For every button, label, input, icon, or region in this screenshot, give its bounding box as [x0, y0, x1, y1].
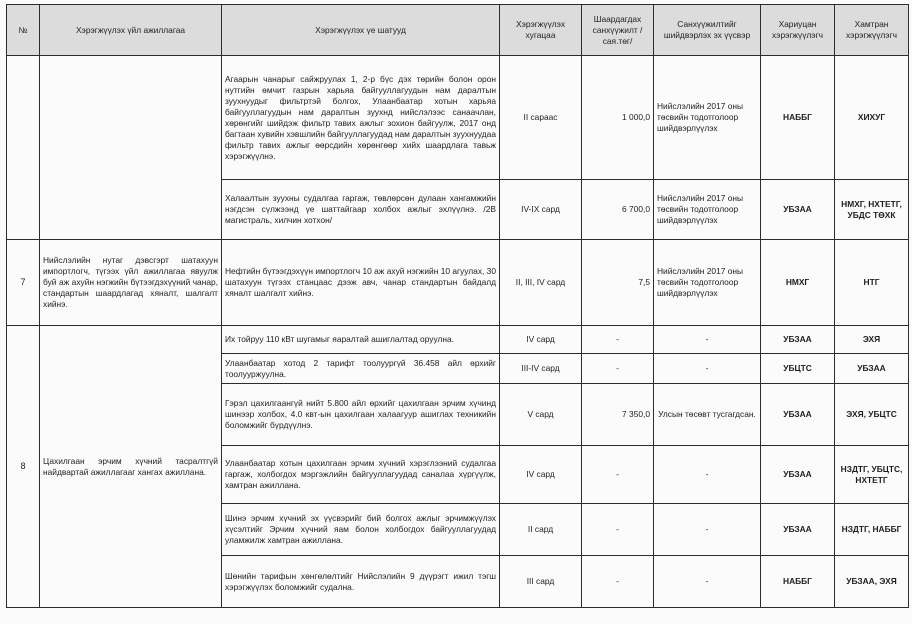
activity-cell [40, 56, 222, 240]
period-cell: III-IV сард [500, 354, 582, 384]
activity-cell: Цахилгаан эрчим хүчний тасралтгүй найдвартай ажиллагааг хангах ажиллана. [40, 326, 222, 608]
source-cell: Нийслэлийн 2017 оны төсвийн тодотголоор шийдвэрлүүлэх [654, 240, 761, 326]
period-cell: II, III, IV сард [500, 240, 582, 326]
table-row [7, 326, 909, 354]
responsible-cell: УБЦТС [761, 354, 835, 384]
stage-cell: Гэрэл цахилгаангүй нийт 5.800 айл өрхийг цахилгаан эрчим хүчинд шинээр холбох, 4.0 квт-ын цахилгаан халаагуур ашиглах техникийн боломжийг бүрдүүлнэ. [222, 384, 500, 446]
responsible-cell: НМХГ [761, 240, 835, 326]
source-cell: Улсын төсөвт тусгагдсан. [654, 384, 761, 446]
period-cell: II сард [500, 504, 582, 556]
row-number: 7 [7, 240, 40, 326]
source-cell: - [654, 446, 761, 504]
source-cell: - [654, 504, 761, 556]
responsible-cell: УБЗАА [761, 446, 835, 504]
period-cell: II сараас [500, 56, 582, 180]
stage-cell: Халаалтын зуухны судалгаа гаргаж, төвлөрсөн дулаан хангамжийн нэгдсэн сүлжээнд үе шаттайгаар холбох ажлыг эхлүүлнэ. /2В магистраль, хилчин хотхон/ [222, 180, 500, 240]
responsible-cell: НАББГ [761, 56, 835, 180]
funding-cell: - [582, 354, 654, 384]
stage-cell: Нефтийн бүтээгдэхүүн импортлогч 10 аж ахуй нэгжийн 10 агуулах, 30 шатахуун түгээх станцаас дээж авч, чанар стандартын байдалд хяналт шалгалт хийнэ. [222, 240, 500, 326]
action-plan-table [6, 4, 909, 608]
activity-cell: Нийслэлийн нутаг дэвсгэрт шатахуун импортлогч, түгээх үйл ажиллагаа явуулж буй аж ахуйн нэгжийн бүтээгдэхүүний чанар, стандартын шаардлагад хяналт, шалгалт хийнэ. [40, 240, 222, 326]
header-period: Хэрэгжүүлэх хугацаа [500, 5, 582, 56]
partner-cell: НТГ [835, 240, 909, 326]
source-cell: Нийслэлийн 2017 оны төсвийн тодотголоор шийдвэрлүүлэх [654, 56, 761, 180]
funding-cell: - [582, 556, 654, 608]
period-cell: IV сард [500, 326, 582, 354]
period-cell: V сард [500, 384, 582, 446]
funding-cell: 1 000,0 [582, 56, 654, 180]
period-cell: III сард [500, 556, 582, 608]
partner-cell: ХИХУГ [835, 56, 909, 180]
responsible-cell: УБЗАА [761, 384, 835, 446]
row-number: 8 [7, 326, 40, 608]
partner-cell: НМХГ, НХТЕТГ, УБДС ТӨХК [835, 180, 909, 240]
stage-cell: Шинэ эрчим хүчний эх үүсвэрийг бий болгох ажлыг эрчимжүүлэх хүсэлтийг Эрчим хүчний яам болон холбогдох байгууллагуудад уламжилж хамтран ажиллана. [222, 504, 500, 556]
partner-cell: НЗДТГ, УБЦТС, НХТЕТГ [835, 446, 909, 504]
period-cell: IV сард [500, 446, 582, 504]
source-cell: - [654, 326, 761, 354]
table-row [7, 56, 909, 180]
header-number: № [7, 5, 40, 56]
partner-cell: УБЗАА [835, 354, 909, 384]
partner-cell: ЭХЯ [835, 326, 909, 354]
source-cell: - [654, 556, 761, 608]
funding-cell: - [582, 326, 654, 354]
header-responsible: Хариуцан хэрэгжүүлэгч [761, 5, 835, 56]
responsible-cell: УБЗАА [761, 326, 835, 354]
stage-cell: Улаанбаатар хотод 2 тарифт тоолуургүй 36.458 айл өрхийг тоолууржуулна. [222, 354, 500, 384]
funding-cell: - [582, 504, 654, 556]
period-cell: IV-IX сард [500, 180, 582, 240]
header-row [7, 5, 909, 56]
responsible-cell: НАББГ [761, 556, 835, 608]
stage-cell: Агаарын чанарыг сайжруулах 1, 2-р бүс дэх төрийн болон орон нутгийн өмчит газрын харьяа байгууллагуудын нам даралтын зуухнуудыг фильтртэй болгох, Улаанбаатар хотын харьяа байгууллагуудын нам даралтын зуухнд нийслэлээс санаачлан, хөрөнгийг шийдэж фильтр тавих ажлыг зохион байгуулж, 2017 онд багтаан хувийн хэвшлийн байгууллагуудад нам даралтын зуухнуудаа фильтр тавих ажлыг өөрсдийн хөрөнгөөр хийх шаардлага тавьж хэрэгжүүлнэ. [222, 56, 500, 180]
source-cell: Нийслэлийн 2017 оны төсвийн тодотголоор шийдвэрлүүлэх [654, 180, 761, 240]
header-funding-source: Санхүүжилтийг шийдвэрлэх эх үүсвэр [654, 5, 761, 56]
partner-cell: УБЗАА, ЭХЯ [835, 556, 909, 608]
funding-cell: 6 700,0 [582, 180, 654, 240]
table-row [7, 240, 909, 326]
responsible-cell: УБЗАА [761, 504, 835, 556]
funding-cell: - [582, 446, 654, 504]
stage-cell: Улаанбаатар хотын цахилгаан эрчим хүчний хэрэглээний судалгаа гаргаж, холбогдох мэргэжлийн байгууллагуудад саналаа хүргүүлж, хамтран ажиллана. [222, 446, 500, 504]
header-partner: Хамтран хэрэгжүүлэгч [835, 5, 909, 56]
source-cell: - [654, 354, 761, 384]
header-activity: Хэрэгжүүлэх үйл ажиллагаа [40, 5, 222, 56]
header-funding: Шаардагдах санхүүжилт /сая.төг/ [582, 5, 654, 56]
responsible-cell: УБЗАА [761, 180, 835, 240]
partner-cell: ЭХЯ, УБЦТС [835, 384, 909, 446]
funding-cell: 7,5 [582, 240, 654, 326]
header-stages: Хэрэгжүүлэх үе шатууд [222, 5, 500, 56]
funding-cell: 7 350,0 [582, 384, 654, 446]
partner-cell: НЗДТГ, НАББГ [835, 504, 909, 556]
stage-cell: Их тойруу 110 кВт шугамыг яаралтай ашиглалтад оруулна. [222, 326, 500, 354]
row-number [7, 56, 40, 240]
stage-cell: Шөнийн тарифын хөнгөлөлтийг Нийслэлийн 9 дүүрэгт ижил тэгш хэрэгжүүлэх боломжийг судална. [222, 556, 500, 608]
